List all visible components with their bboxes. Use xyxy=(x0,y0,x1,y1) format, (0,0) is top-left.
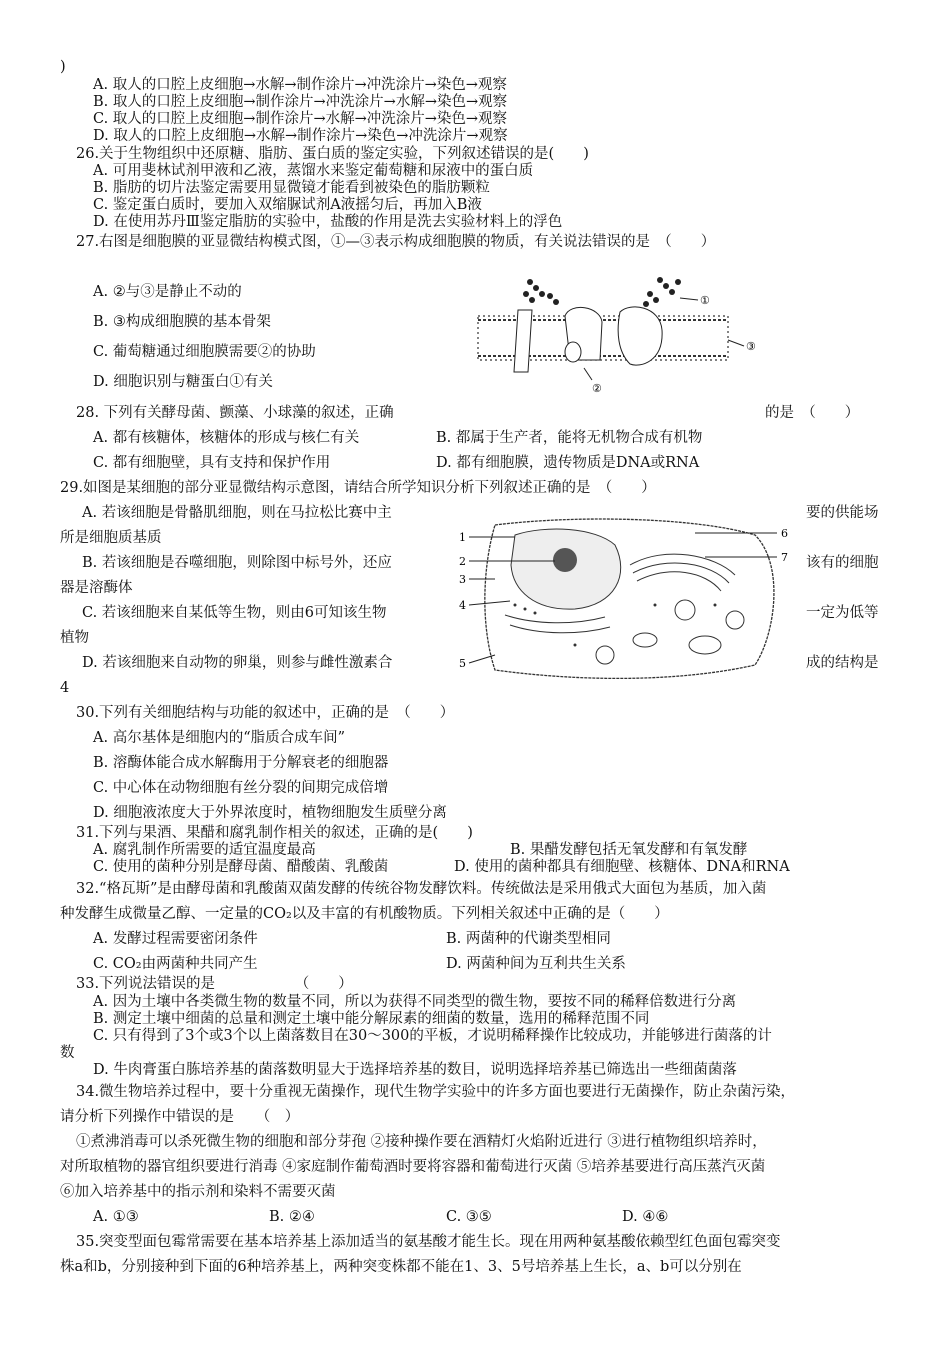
question-33: 33.下列说法错误的是 （ ） xyxy=(76,976,353,992)
option-d: D. 在使用苏丹Ⅲ鉴定脂肪的实验中，盐酸的作用是洗去实验材料上的浮色 xyxy=(93,214,563,230)
question-29: 29.如图是某细胞的部分亚显微结构示意图，请结合所学知识分析下列叙述正确的是 （ ） xyxy=(60,480,656,496)
option-b-tail: 该有的细胞 xyxy=(806,555,879,571)
option-d: D. 使用的菌种都具有细胞壁、核糖体、DNA和RNA xyxy=(454,859,790,875)
option-c-tail: 一定为低等 xyxy=(806,605,879,621)
option-d: D. ④⑥ xyxy=(622,1209,669,1225)
label-3: 3 xyxy=(459,573,466,586)
option-d: D. 取人的口腔上皮细胞→水解→制作涂片→染色→冲洗涂片→观察 xyxy=(93,128,508,144)
statement-line: 对所取植物的器官组织要进行消毒 ④家庭制作葡萄酒时要将容器和葡萄进行灭菌 ⑤培养基要进行高压蒸汽灭菌 xyxy=(60,1159,766,1175)
option-d-cont: 4 xyxy=(60,680,70,696)
option-a: A. 若该细胞是骨骼肌细胞，则在马拉松比赛中主 xyxy=(82,505,392,521)
option-b: B. 脂肪的切片法鉴定需要用显微镜才能看到被染色的脂肪颗粒 xyxy=(93,180,490,196)
statement-line: ⑥加入培养基中的指示剂和染料不需要灭菌 xyxy=(60,1184,336,1200)
text-line: ) xyxy=(60,59,66,75)
label-1: ① xyxy=(700,294,710,307)
question-28: 28. 下列有关酵母菌、颤藻、小球藻的叙述，正确 xyxy=(76,405,394,421)
option-d: D. 若该细胞来自动物的卵巢，则参与雌性激素合 xyxy=(82,655,393,671)
glycocalyx-chains xyxy=(523,277,681,307)
option-d-tail: 成的结构是 xyxy=(806,655,879,671)
question-34-cont: 请分析下列操作中错误的是 （ ） xyxy=(60,1109,300,1125)
option-a-tail: 要的供能场 xyxy=(806,505,879,521)
label-2: ② xyxy=(592,382,602,395)
option-a: A. 因为土壤中各类微生物的数量不同，所以为获得不同类型的微生物，要按不同的稀释倍数进行分离 xyxy=(93,994,737,1010)
question-31: 31.下列与果酒、果醋和腐乳制作相关的叙述，正确的是( ) xyxy=(76,825,473,841)
option-c-cont: 数 xyxy=(60,1045,75,1061)
label-7: 7 xyxy=(781,551,788,564)
option-c: C. 若该细胞来自某低等生物，则由6可知该生物 xyxy=(82,605,387,621)
option-c: C. 取人的口腔上皮细胞→制作涂片→水解→冲洗涂片→染色→观察 xyxy=(93,111,508,127)
option-a-cont: 所是细胞质基质 xyxy=(60,530,162,546)
cell-structure-figure xyxy=(455,505,795,685)
option-b: B. 两菌种的代谢类型相同 xyxy=(446,931,611,947)
question-26: 26.关于生物组织中还原糖、脂肪、蛋白质的鉴定实验，下列叙述错误的是( ) xyxy=(76,146,589,162)
question-32-cont: 种发酵生成微量乙醇、一定量的CO₂以及丰富的有机酸物质。下列相关叙述中正确的是（ ） xyxy=(60,906,669,922)
question-28-tail: 的是 （ ） xyxy=(765,405,860,421)
label-1: 1 xyxy=(459,531,466,544)
option-d: D. 细胞液浓度大于外界浓度时，植物细胞发生质壁分离 xyxy=(93,805,447,821)
option-c: C. 只有得到了3个或3个以上菌落数目在30～300的平板，才说明稀释操作比较成功，并能够进行菌落的计 xyxy=(93,1028,772,1044)
option-b: B. ③构成细胞膜的基本骨架 xyxy=(93,314,271,330)
option-b: B. 果醋发酵包括无氧发酵和有氧发酵 xyxy=(510,842,748,858)
option-c: C. 使用的菌种分别是酵母菌、醋酸菌、乳酸菌 xyxy=(93,859,389,875)
option-a: A. ②与③是静止不动的 xyxy=(93,284,242,300)
option-b: B. 取人的口腔上皮细胞→制作涂片→冲洗涂片→水解→染色→观察 xyxy=(93,94,508,110)
option-d: D. 都有细胞膜，遗传物质是DNA或RNA xyxy=(436,455,700,471)
option-b: B. 都属于生产者，能将无机物合成有机物 xyxy=(436,430,703,446)
option-c: C. 中心体在动物细胞有丝分裂的间期完成倍增 xyxy=(93,780,389,796)
question-30: 30.下列有关细胞结构与功能的叙述中，正确的是 （ ） xyxy=(76,705,455,721)
option-a: A. 发酵过程需要密闭条件 xyxy=(93,931,258,947)
question-32: 32.“格瓦斯”是由酵母菌和乳酸菌双菌发酵的传统谷物发酵饮料。传统做法是采用俄式大面包为基质，加入菌 xyxy=(76,881,767,897)
statement-line: ①煮沸消毒可以杀死微生物的细胞和部分芽孢 ②接种操作要在酒精灯火焰附近进行 ③进行植物组织培养时， xyxy=(76,1134,767,1150)
option-a: A. 腐乳制作所需要的适宜温度最高 xyxy=(93,842,316,858)
option-b: B. 若该细胞是吞噬细胞，则除图中标号外，还应 xyxy=(82,555,392,571)
option-a: A. 取人的口腔上皮细胞→水解→制作涂片→冲洗涂片→染色→观察 xyxy=(93,77,507,93)
option-c: C. 鉴定蛋白质时，要加入双缩脲试剂A液摇匀后，再加入B液 xyxy=(93,197,482,213)
option-c: C. 葡萄糖通过细胞膜需要②的协助 xyxy=(93,344,316,360)
question-35-cont: 株a和b，分别接种到下面的6种培养基上，两种突变株都不能在1、3、5号培养基上生长，a、b可以分别在 xyxy=(60,1259,742,1275)
option-b: B. ②④ xyxy=(269,1209,315,1225)
option-d: D. 两菌种间为互利共生关系 xyxy=(446,956,626,972)
option-a: A. ①③ xyxy=(93,1209,139,1225)
option-b-cont: 器是溶酶体 xyxy=(60,580,133,596)
cell-membrane-figure xyxy=(470,272,770,397)
option-c: C. 都有细胞壁，具有支持和保护作用 xyxy=(93,455,331,471)
label-5: 5 xyxy=(459,657,466,670)
option-b: B. 测定土壤中细菌的总量和测定土壤中能分解尿素的细菌的数量，选用的稀释范围不同 xyxy=(93,1011,650,1027)
label-2: 2 xyxy=(459,555,466,568)
option-c: C. ③⑤ xyxy=(446,1209,492,1225)
label-4: 4 xyxy=(459,599,466,612)
option-d: D. 细胞识别与糖蛋白①有关 xyxy=(93,374,273,390)
option-d: D. 牛肉膏蛋白胨培养基的菌落数明显大于选择培养基的数目，说明选择培养基已筛选出一些细菌菌落 xyxy=(93,1062,737,1078)
question-35: 35.突变型面包霉常需要在基本培养基上添加适当的氨基酸才能生长。现在用两种氨基酸依赖型红色面包霉突变 xyxy=(76,1234,781,1250)
option-a: A. 高尔基体是细胞内的“脂质合成车间” xyxy=(93,730,346,746)
option-c-cont: 植物 xyxy=(60,630,89,646)
option-b: B. 溶酶体能合成水解酶用于分解衰老的细胞器 xyxy=(93,755,389,771)
label-3: ③ xyxy=(746,340,756,353)
question-27: 27.右图是细胞膜的亚显微结构模式图，①—③表示构成细胞膜的物质，有关说法错误的是 （ ） xyxy=(76,234,716,250)
option-a: A. 可用斐林试剂甲液和乙液，蒸馏水来鉴定葡萄糖和尿液中的蛋白质 xyxy=(93,163,534,179)
question-34: 34.微生物培养过程中，要十分重视无菌操作，现代生物学实验中的许多方面也要进行无菌操作，防止杂菌污染， xyxy=(76,1084,796,1100)
option-a: A. 都有核糖体，核糖体的形成与核仁有关 xyxy=(93,430,360,446)
label-6: 6 xyxy=(781,527,788,540)
option-c: C. CO₂由两菌种共同产生 xyxy=(93,956,258,972)
